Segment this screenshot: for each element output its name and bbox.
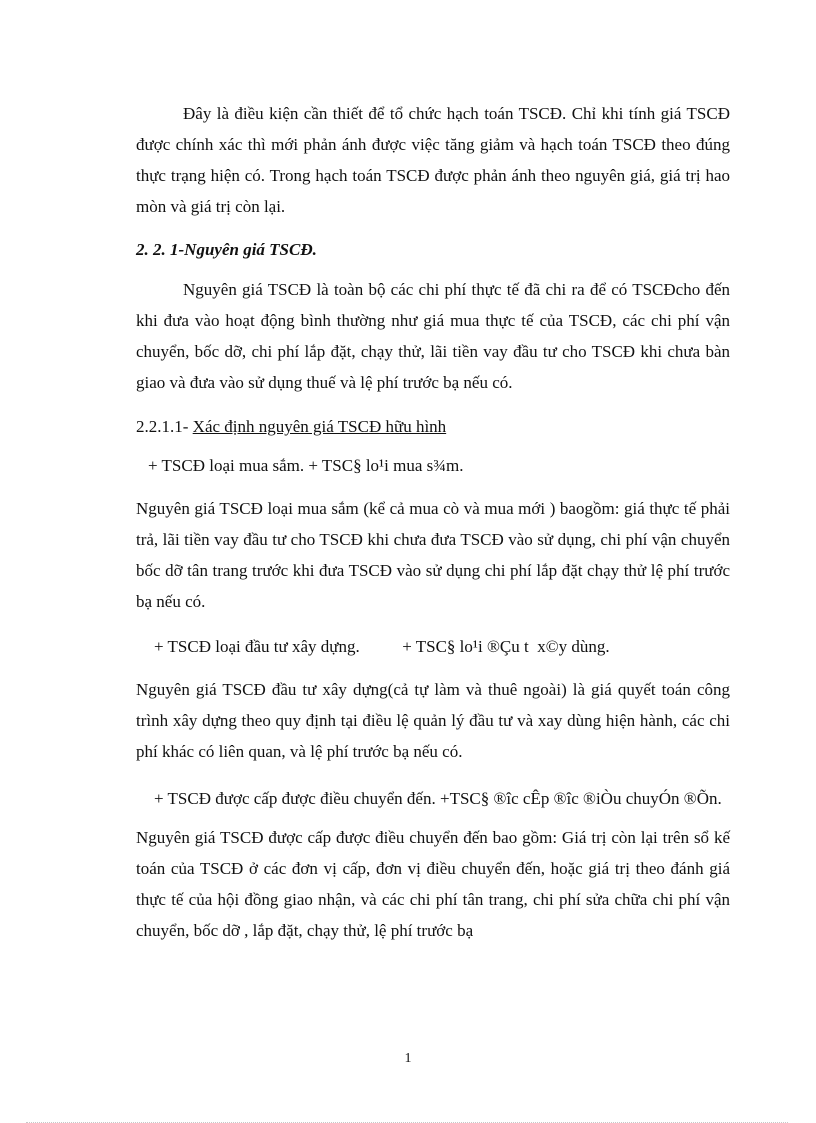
paragraph-purchased: Nguyên giá TSCĐ loại mua sắm (kể cả mua cò và mua mới ) baogồm: giá thực tế phải trả, lãi tiền vay đầu tư cho TSCĐ khi chưa đưa TSCĐ vào sử dụng, chi phí vận chuyển bốc dỡ tân trang trước khi đưa TSCĐ vào sử dụng chi phí lắp đặt chạy thử lệ phí trước bạ nếu có. — [136, 499, 730, 611]
bullet-transferred: + TSCĐ được cấp được điều chuyển đến. +TSC§ ®îc cÊp ®îc ®iÒu chuyÓn ®Õn. — [154, 789, 722, 808]
paragraph-definition: Nguyên giá TSCĐ là toàn bộ các chi phí thực tế đã chi ra để có TSCĐcho đến khi đưa vào hoạt động bình thường như giá mua thực tế của TSCĐ, các chi phí vận chuyển, bốc dỡ, chi phí lắp đặt, chạy thử, lãi tiền vay đầu tư cho TSCĐ khi chưa bàn giao và đưa vào sử dụng thuế và lệ phí trước bạ nếu có. — [136, 280, 730, 392]
subsection-heading — [136, 413, 730, 441]
bullet-purchased: + TSCĐ loại mua sắm. + TSC§ lo¹i mua s¾m. — [148, 456, 464, 475]
document-body — [136, 98, 730, 961]
section-heading: 2. 2. 1-Nguyên giá TSCĐ. — [136, 240, 317, 259]
subsection-number: 2.2.1.1- — [136, 417, 193, 436]
paragraph-transferred: Nguyên giá TSCĐ được cấp được điều chuyển đến bao gồm: Giá trị còn lại trên sổ kế toán của TSCĐ ở các đơn vị cấp, đơn vị điều chuyển đến, hoặc giá trị theo đánh giá thực tế của hội đồng giao nhận, và các chi phí tân trang, chi phí sửa chữa chi phí vận chuyển, bốc dỡ , lắp đặt, chạy thử, lệ phí trước bạ — [136, 828, 730, 940]
paragraph-intro: Đây là điều kiện cần thiết để tổ chức hạch toán TSCĐ. Chỉ khi tính giá TSCĐ được chính xác thì mới phản ánh được việc tăng giảm và hạch toán TSCĐ theo đúng thực trạng hiện có. Trong hạch toán TSCĐ được phản ánh theo nguyên giá, giá trị hao mòn và giá trị còn lại. — [136, 104, 730, 216]
page-number: 1 — [404, 1051, 412, 1066]
bullet-construction: + TSCĐ loại đầu tư xây dựng. + TSC§ lo¹i ®Çu t x©y dùng. — [154, 637, 610, 656]
subsection-title: Xác định nguyên giá TSCĐ hữu hình — [192, 417, 447, 436]
paragraph-construction: Nguyên giá TSCĐ đầu tư xây dựng(cả tự làm và thuê ngoài) là giá quyết toán công trình xây dựng theo quy định tại điều lệ quản lý đầu tư và xay dùng hiện hành, các chi phí khác có liên quan, và lệ phí trước bạ nếu có. — [136, 680, 730, 761]
